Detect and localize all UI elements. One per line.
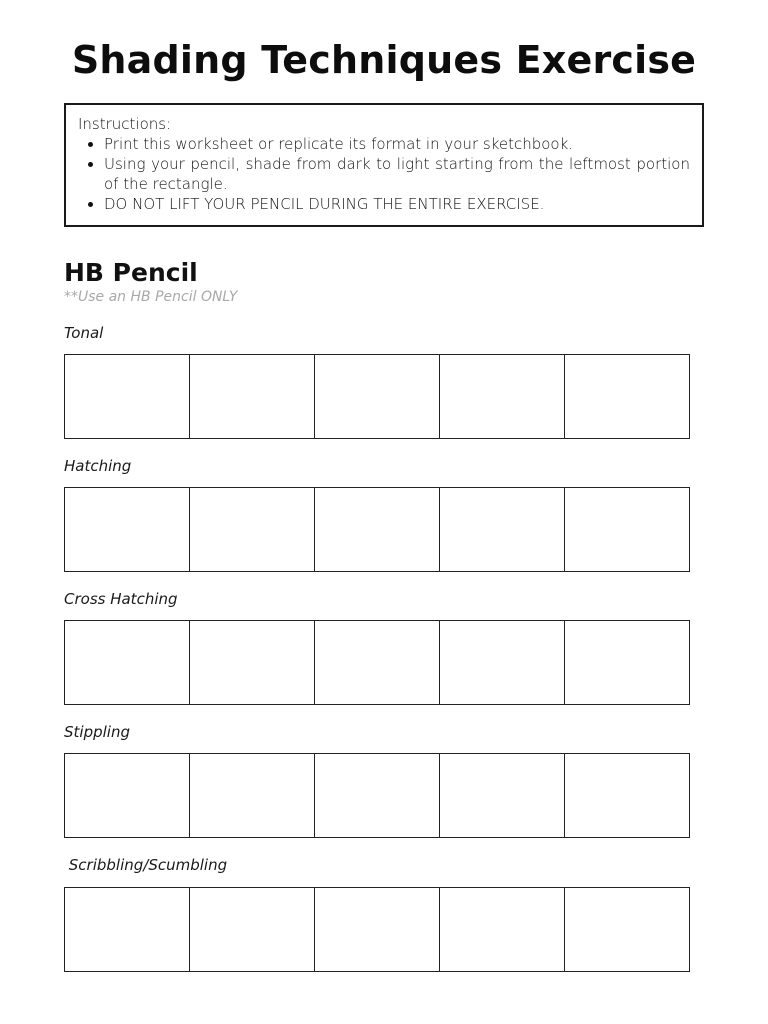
row-label-stippling: Stippling xyxy=(64,723,130,741)
instruction-item: • Using your pencil, shade from dark to light starting from the leftmost portion of the rectangle. xyxy=(104,154,690,194)
instructions-label: Instructions: xyxy=(78,115,172,133)
exercise-cell xyxy=(565,355,689,438)
exercise-cell xyxy=(565,754,689,837)
exercise-cell xyxy=(190,621,315,704)
section-heading: HB Pencil xyxy=(64,258,198,287)
instruction-item: • Print this worksheet or replicate its format in your sketchbook. xyxy=(104,134,690,154)
exercise-row-stippling xyxy=(64,753,690,838)
exercise-cell xyxy=(190,488,315,571)
exercise-cell xyxy=(440,754,565,837)
exercise-cell xyxy=(315,355,440,438)
exercise-cell xyxy=(315,488,440,571)
row-label-cross-hatching: Cross Hatching xyxy=(64,590,178,608)
exercise-row-scribbling xyxy=(64,887,690,972)
exercise-cell xyxy=(65,754,190,837)
exercise-cell xyxy=(440,621,565,704)
section-note: **Use an HB Pencil ONLY xyxy=(64,289,238,305)
exercise-row-cross-hatching xyxy=(64,620,690,705)
row-label-scribbling: Scribbling/Scumbling xyxy=(64,856,228,874)
exercise-cell xyxy=(440,488,565,571)
page-title: Shading Techniques Exercise xyxy=(71,38,697,82)
exercise-row-hatching xyxy=(64,487,690,572)
exercise-cell xyxy=(190,355,315,438)
instructions-box xyxy=(64,103,704,227)
exercise-cell xyxy=(65,621,190,704)
exercise-cell xyxy=(565,488,689,571)
instructions-list xyxy=(78,134,690,214)
exercise-cell xyxy=(440,888,565,971)
exercise-cell xyxy=(65,488,190,571)
row-label-tonal: Tonal xyxy=(64,324,104,342)
instruction-item: • DO NOT LIFT YOUR PENCIL DURING THE ENTIRE EXERCISE. xyxy=(104,194,690,214)
exercise-cell xyxy=(315,754,440,837)
exercise-cell xyxy=(565,621,689,704)
exercise-cell xyxy=(65,888,190,971)
exercise-cell xyxy=(190,888,315,971)
exercise-cell xyxy=(315,621,440,704)
row-label-hatching: Hatching xyxy=(64,457,132,475)
exercise-cell xyxy=(440,355,565,438)
exercise-cell xyxy=(315,888,440,971)
exercise-cell xyxy=(65,355,190,438)
exercise-cell xyxy=(565,888,689,971)
exercise-row-tonal xyxy=(64,354,690,439)
exercise-cell xyxy=(190,754,315,837)
